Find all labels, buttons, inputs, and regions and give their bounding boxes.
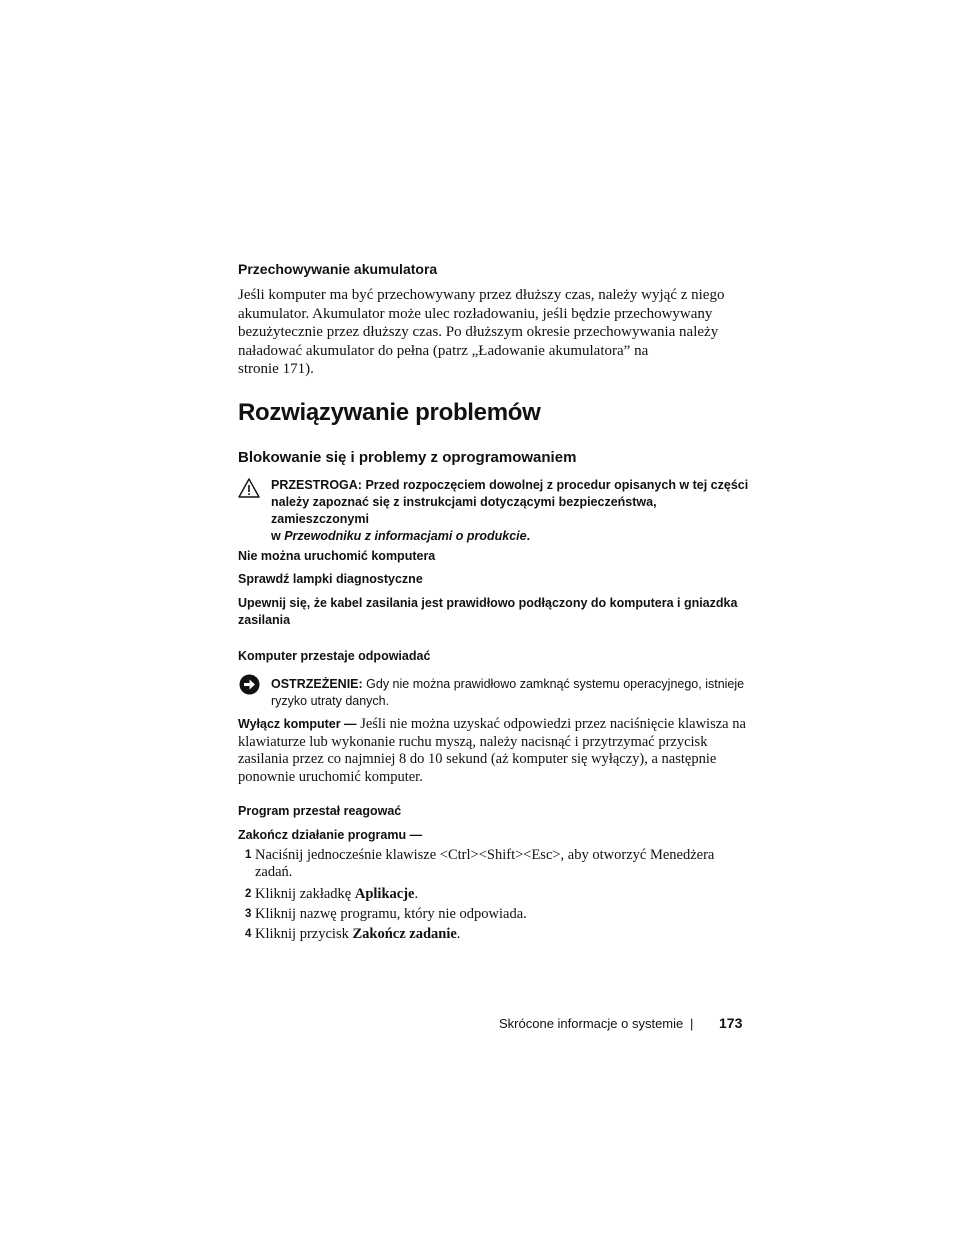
caution-notice (271, 477, 751, 545)
step-suffix: . (414, 886, 419, 902)
list-item (238, 847, 738, 883)
step-number: 3 (245, 908, 252, 920)
step-text: Kliknij nazwę programu, który nie odpowiada. (255, 906, 527, 922)
paragraph-line: stronie 171). (238, 361, 314, 377)
list-item (238, 926, 738, 944)
check-power-cable (238, 595, 738, 629)
step-suffix: . (456, 926, 461, 942)
step-number: 2 (245, 888, 252, 900)
subheading-program-stopped: Program przestał reagować (238, 804, 402, 818)
paragraph-line: zasilania przez co najmniej 8 do 10 sekund (aż komputer się wyłączy), a następnie (238, 751, 717, 767)
step-number: 1 (245, 849, 252, 861)
page-number: 173 (719, 1015, 743, 1031)
caution-label: PRZESTROGA: (271, 478, 362, 492)
power-off-paragraph (238, 716, 748, 786)
chapter-title: Rozwiązywanie problemów (238, 399, 541, 426)
button-name: Zakończ zadanie (352, 926, 457, 942)
footer-section-title: Skrócone informacje o systemie (499, 1016, 684, 1031)
step-line: Naciśnij jednocześnie klawisze <Ctrl><Shift><Esc>, aby otworzyć Menedżera (255, 847, 715, 863)
storage-paragraph (238, 286, 758, 379)
data-loss-notice (271, 676, 751, 710)
section-heading-storage: Przechowywanie akumulatora (238, 261, 438, 277)
paragraph-line: akumulator. Akumulator może ulec rozładowaniu, jeśli będzie przechowywany (238, 305, 713, 322)
notice-line: ryzyko utraty danych. (271, 694, 390, 708)
caution-line-prefix: w (271, 529, 285, 543)
step-line: zadań. (255, 864, 293, 880)
step-text: Kliknij przycisk (255, 926, 353, 942)
notice-line: Gdy nie można prawidłowo zamknąć systemu operacyjnego, istnieje (366, 677, 745, 691)
paragraph-line: naładować akumulator do pełna (patrz „Ładowanie akumulatora” na (238, 342, 649, 359)
check-diagnostic-lights: Sprawdź lampki diagnostyczne (238, 572, 423, 586)
paragraph-line: Jeśli nie można uzyskać odpowiedzi przez naciśnięcie klawisza na (360, 716, 746, 732)
paragraph-line: Jeśli komputer ma być przechowywany przez dłuższy czas, należy wyjąć z niego (238, 287, 725, 303)
list-item (238, 906, 738, 924)
check-power-cable-line: zasilania (238, 613, 291, 627)
notice-icon (239, 674, 260, 700)
footer-separator: | (690, 1016, 694, 1031)
subheading-cannot-start: Nie można uruchomić komputera (238, 549, 436, 563)
end-program-lead: Zakończ działanie programu — (238, 828, 423, 842)
step-number: 4 (245, 928, 252, 940)
tab-name: Aplikacje (354, 886, 415, 902)
step-text: Kliknij zakładkę (255, 886, 355, 902)
paragraph-line: bezużytecznie przez dłuższy czas. Po dłuższym okresie przechowywania należy (238, 324, 719, 340)
power-off-lead: Wyłącz komputer — (238, 717, 357, 731)
paragraph-line: klawiaturze lub wykonanie ruchu myszą, należy nacisnąć i przytrzymać przycisk (238, 733, 708, 750)
caution-line: Przed rozpoczęciem dowolnej z procedur opisanych w tej części (365, 478, 749, 492)
caution-icon (238, 478, 260, 503)
caution-line: należy zapoznać się z instrukcjami dotyczącymi bezpieczeństwa, zamieszczonymi (271, 495, 657, 526)
check-power-cable-line: Upewnij się, że kabel zasilania jest prawidłowo podłączony do komputera i gniazdka (238, 596, 738, 610)
caution-document-title: Przewodniku z informacjami o produkcie (284, 529, 527, 543)
section-heading-lockups: Blokowanie się i problemy z oprogramowaniem (238, 449, 577, 466)
paragraph-line: ponownie uruchomić komputer. (238, 768, 423, 785)
subheading-not-responding: Komputer przestaje odpowiadać (238, 649, 431, 663)
caution-line-suffix: . (526, 529, 531, 543)
notice-label: OSTRZEŻENIE: (271, 677, 363, 691)
steps-list (238, 847, 738, 947)
list-item (238, 886, 738, 904)
